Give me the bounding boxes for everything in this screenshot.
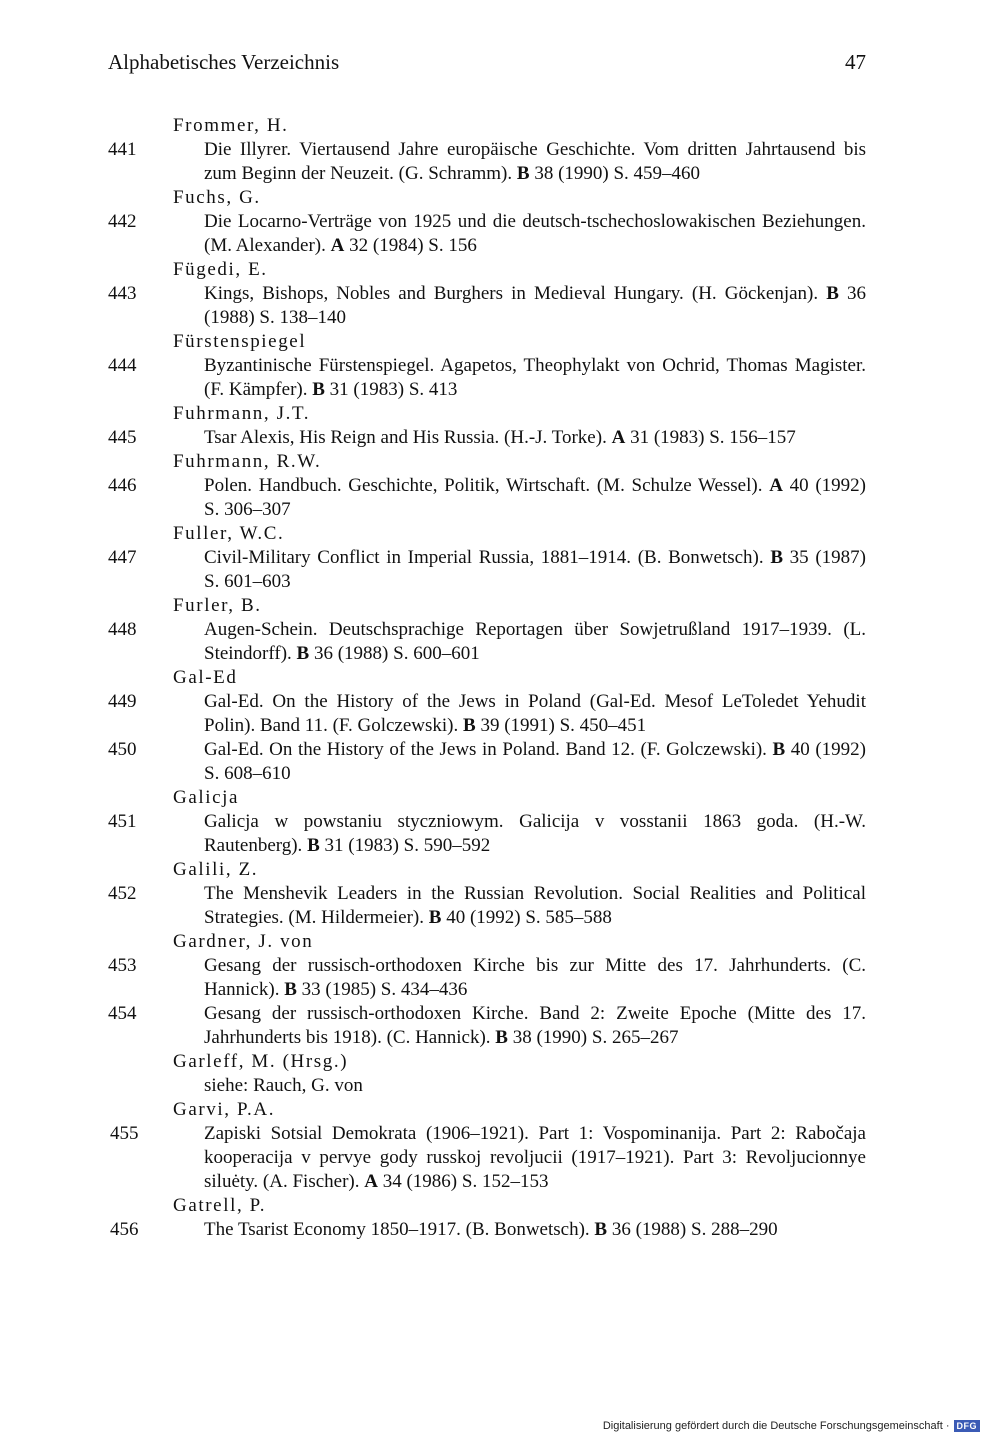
index-entry — [0, 618, 1000, 666]
dfg-logo: DFG — [954, 1420, 981, 1432]
entry-number: 449 — [108, 691, 137, 712]
entry-text: Gesang der russisch-orthodoxen Kirche bis zur Mitte des 17. Jahrhunderts. (C. Hannick). B 33 (1985) S. 434–436 — [204, 955, 866, 1000]
entry-number: 443 — [108, 283, 137, 304]
author-heading: Gal-Ed — [173, 667, 238, 688]
index-entry — [0, 138, 1000, 186]
author-heading: Galili, Z. — [173, 859, 259, 880]
index-entry — [0, 738, 1000, 786]
journal-series: A — [769, 475, 783, 496]
entry-text: Civil-Military Conflict in Imperial Russia, 1881–1914. (B. Bonwetsch). B 35 (1987) S. 601–603 — [204, 547, 866, 592]
entry-number: 456 — [110, 1219, 139, 1240]
index-entry — [0, 354, 1000, 402]
entry-number: 455 — [110, 1123, 139, 1144]
journal-series: B — [770, 547, 783, 568]
journal-series: B — [516, 163, 530, 184]
entry-text: Die Locarno-Verträge von 1925 und die deutsch-tschechoslowakischen Beziehungen. (M. Alexander). A 32 (1984) S. 156 — [204, 211, 866, 256]
author-heading: Gardner, J. von — [173, 931, 314, 952]
journal-series: B — [772, 739, 786, 760]
entry-text: Galicja w powstaniu styczniowym. Galicija v vosstanii 1863 goda. (H.-W. Rautenberg). B 31 (1983) S. 590–592 — [204, 811, 866, 856]
entry-text: Tsar Alexis, His Reign and His Russia. (H.-J. Torke). A 31 (1983) S. 156–157 — [204, 427, 796, 448]
author-heading: Fuhrmann, R.W. — [173, 451, 322, 472]
journal-series: B — [495, 1027, 508, 1048]
author-heading: Galicja — [173, 787, 240, 808]
journal-series: A — [364, 1171, 378, 1192]
entry-text: Gal-Ed. On the History of the Jews in Poland. Band 12. (F. Golczewski). B 40 (1992) S. 608–610 — [204, 739, 866, 784]
footer-text: Digitalisierung gefördert durch die Deutsche Forschungsgemeinschaft · — [602, 1420, 950, 1432]
index-entry — [0, 474, 1000, 522]
entry-text: Zapiski Sotsial Demokrata (1906–1921). Part 1: Vospominanija. Part 2: Rabočaja kooperacija v pervye gody russkoj revoljucii (1917–1921). Part 3: Revoljucionnye siluėty. (A. Fischer). A 34 (1986) S. 152–153 — [204, 1123, 866, 1192]
author-heading: Garleff, M. (Hrsg.) — [173, 1051, 349, 1072]
journal-series: B — [312, 379, 325, 400]
journal-series: B — [594, 1219, 608, 1240]
entry-number: 451 — [108, 811, 137, 832]
journal-series: A — [330, 235, 345, 256]
entry-number: 452 — [108, 883, 137, 904]
journal-series: B — [826, 283, 839, 304]
index-entry — [0, 282, 1000, 330]
index-entry — [0, 426, 1000, 450]
page-header — [108, 50, 866, 80]
entry-text: Augen-Schein. Deutschsprachige Reportagen über Sowjetrußland 1917–1939. (L. Steindorff). B 36 (1988) S. 600–601 — [204, 619, 866, 664]
author-heading: Frommer, H. — [173, 115, 289, 136]
entry-number: 453 — [108, 955, 137, 976]
journal-series: B — [296, 643, 310, 664]
entry-number: 450 — [108, 739, 137, 760]
entry-text: Die Illyrer. Viertausend Jahre europäische Geschichte. Vom dritten Jahrtausend bis zum Beginn der Neuzeit. (G. Schramm). B 38 (1990) S. 459–460 — [204, 139, 866, 184]
page-number: 47 — [845, 50, 866, 74]
index-entry — [0, 1218, 1000, 1242]
entry-number: 441 — [108, 139, 137, 160]
author-heading: Fuchs, G. — [173, 187, 261, 208]
index-entry — [0, 1002, 1000, 1050]
footer-credit — [603, 1420, 980, 1432]
author-heading: Fürstenspiegel — [173, 331, 307, 352]
author-heading: Furler, B. — [173, 595, 262, 616]
index-entry — [0, 1122, 1000, 1194]
entry-number: 446 — [108, 475, 137, 496]
author-heading: Gatrell, P. — [173, 1195, 267, 1216]
entry-number: 445 — [108, 427, 137, 448]
entry-text: Gal-Ed. On the History of the Jews in Poland (Gal-Ed. Mesof LeToledet Yehudit Polin). Band 11. (F. Golczewski). B 39 (1991) S. 450–451 — [204, 691, 866, 736]
author-heading: Fuhrmann, J.T. — [173, 403, 311, 424]
journal-series: B — [463, 715, 476, 736]
index-entry — [0, 954, 1000, 1002]
entry-text: The Menshevik Leaders in the Russian Revolution. Social Realities and Political Strategies. (M. Hildermeier). B 40 (1992) S. 585–588 — [204, 883, 866, 928]
entry-text: Byzantinische Fürstenspiegel. Agapetos, Theophylakt von Ochrid, Thomas Magister. (F. Kämpfer). B 31 (1983) S. 413 — [204, 355, 866, 400]
journal-series: B — [284, 979, 297, 1000]
entry-text: The Tsarist Economy 1850–1917. (B. Bonwetsch). B 36 (1988) S. 288–290 — [204, 1219, 778, 1240]
entry-text: siehe: Rauch, G. von — [204, 1075, 363, 1096]
index-entry — [0, 882, 1000, 930]
journal-series: A — [611, 427, 626, 448]
entry-text: Polen. Handbuch. Geschichte, Politik, Wirtschaft. (M. Schulze Wessel). A 40 (1992) S. 306–307 — [204, 475, 867, 520]
index-entry — [0, 210, 1000, 258]
journal-series: B — [428, 907, 442, 928]
entry-text: Gesang der russisch-orthodoxen Kirche. Band 2: Zweite Epoche (Mitte des 17. Jahrhunderts bis 1918). (C. Hannick). B 38 (1990) S. 265–267 — [204, 1003, 866, 1048]
entry-number: 454 — [108, 1003, 137, 1024]
entry-number: 444 — [108, 355, 137, 376]
author-heading: Garvi, P.A. — [173, 1099, 276, 1120]
index-entry — [0, 810, 1000, 858]
author-heading: Fügedi, E. — [173, 259, 268, 280]
index-entry — [0, 546, 1000, 594]
entry-number: 447 — [108, 547, 137, 568]
journal-series: B — [307, 835, 320, 856]
author-heading: Fuller, W.C. — [173, 523, 285, 544]
index-list — [0, 114, 1000, 1242]
index-entry — [0, 690, 1000, 738]
entry-number: 448 — [108, 619, 137, 640]
running-title: Alphabetisches Verzeichnis — [108, 50, 340, 74]
entry-text: Kings, Bishops, Nobles and Burghers in Medieval Hungary. (H. Göckenjan). B 36 (1988) S. 138–140 — [204, 283, 866, 328]
entry-number: 442 — [108, 211, 137, 232]
index-entry — [0, 1074, 1000, 1098]
